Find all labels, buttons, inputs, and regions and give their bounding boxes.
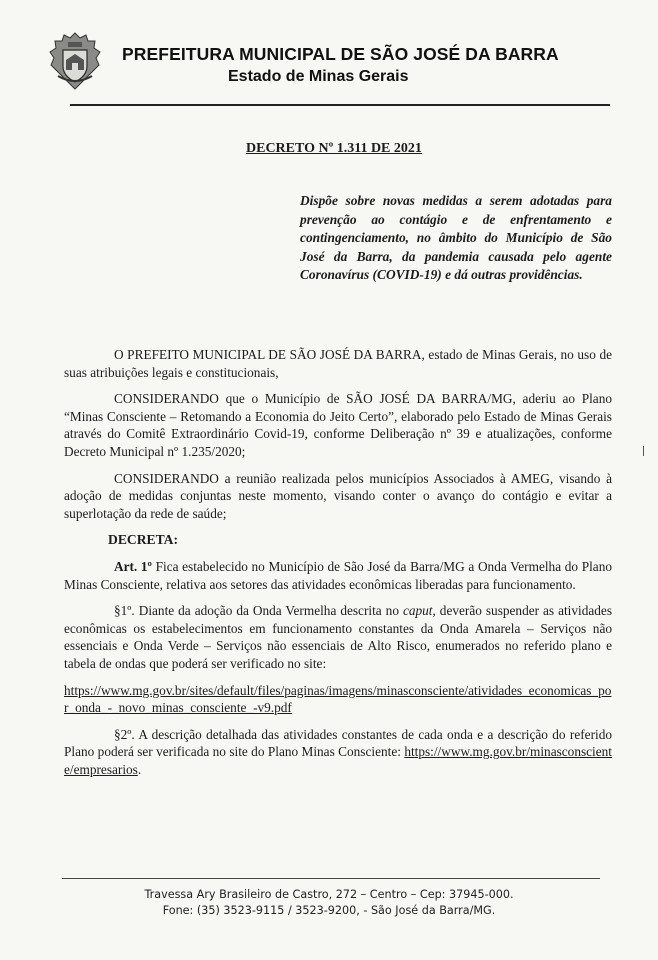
link-paragraph <box>64 682 612 717</box>
paragraph-2-end: . <box>137 761 142 777</box>
footer-address: Travessa Ary Brasileiro de Castro, 272 – Centro – Cep: 37945-000. <box>144 888 514 901</box>
activities-pdf-link[interactable]: https://www.mg.gov.br/sites/default/files/paginas/imagens/minasconsciente/atividades_economicas_por_onda_-_novo_minas_consciente_-v9.pdf <box>64 682 612 716</box>
article-1-paragraph <box>64 558 612 593</box>
decree-body <box>64 346 612 787</box>
paragraph-2-text: §2º. A descrição detalhada das atividades constantes de cada onda e a descrição do referido Plano poderá ser verificada no site do Plano Minas Consciente: <box>64 726 612 760</box>
decreta-heading: DECRETA: <box>108 532 178 548</box>
header-subtitle: Estado de Minas Gerais <box>228 68 409 85</box>
paragraph-1-text-a: §1º. Diante da adoção da Onda Vermelha descrita no <box>114 603 403 619</box>
paragraph-1-text-b: , deverão suspender as atividades econômicas os estabelecimentos em funcionamento constantes da Onda Amarela – Serviços não essenciais e Onda Verde – Serviços não essenciais de Alto Risco, enumerados no referido plano e tabela de ondas que poderá ser verificado no site: <box>64 603 612 671</box>
considerando-paragraph-2: CONSIDERANDO a reunião realizada pelos municípios Associados à AMEG, visando à adoção de medidas conjuntas neste momento, visando conter o avanço do contágio e evitar a superlotação da rede de saúde; <box>64 470 612 521</box>
article-1-label: Art. 1º <box>114 558 152 574</box>
empresarios-link[interactable]: https://www.mg.gov.br/minasconsciente/empresarios <box>64 744 612 777</box>
preamble-paragraph: O PREFEITO MUNICIPAL DE SÃO JOSÉ DA BARRA, estado de Minas Gerais, no uso de suas atribuições legais e constitucionais, <box>64 347 612 380</box>
decree-number: DECRETO Nº 1.311 DE 2021 <box>246 141 422 156</box>
paragraph-1 <box>64 602 612 672</box>
footer-phone: Fone: (35) 3523-9115 / 3523-9200, - São José da Barra/MG. <box>162 904 496 917</box>
municipal-seal-icon <box>46 30 104 92</box>
header-divider <box>70 104 610 106</box>
margin-mark <box>643 446 644 456</box>
article-1-text: Fica estabelecido no Município de São José da Barra/MG a Onda Vermelha do Plano Minas Consciente, relativa aos setores das atividades econômicas liberadas para funcionamento. <box>64 558 612 592</box>
footer-divider <box>62 878 600 879</box>
caput-term: caput <box>402 603 433 619</box>
considerando-paragraph-1: CONSIDERANDO que o Município de SÃO JOSÉ DA BARRA/MG, aderiu ao Plano “Minas Consciente – Retomando a Economia do Jeito Certo”, elaborado pelo Estado de Minas Gerais através do Comitê Extraordinário Covid-19, conforme Deliberação nº 39 e atualizações, conforme Decreto Municipal nº 1.235/2020; <box>64 391 612 459</box>
header-title: PREFEITURA MUNICIPAL DE SÃO JOSÉ DA BARRA <box>122 44 559 64</box>
decree-ementa: Dispõe sobre novas medidas a serem adotadas para prevenção ao contágio e de enfrentamento e contingenciamento, no âmbito do Município de São José da Barra, da pandemia causada pelo agente Coronavírus (COVID-19) e dá outras providências. <box>300 193 612 283</box>
paragraph-2 <box>64 726 612 779</box>
